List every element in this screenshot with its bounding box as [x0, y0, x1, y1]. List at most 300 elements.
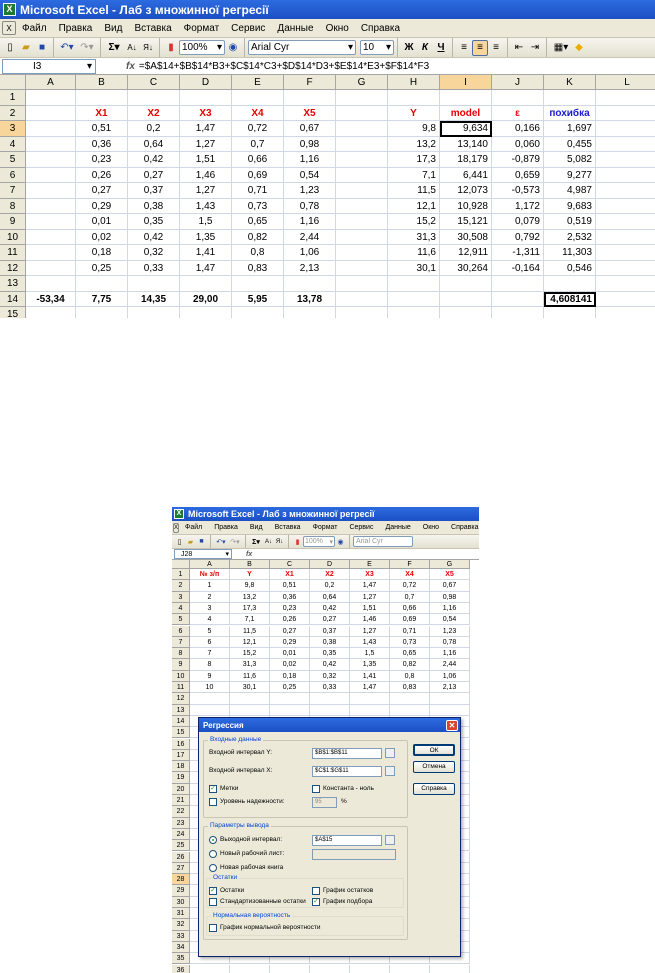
formula-input[interactable]: =$A$14+$B$14*B3+$C$14*C3+$D$14*D3+$E$14*E3+$F$14*F3 [138, 60, 430, 72]
font-size-select[interactable] [360, 40, 394, 55]
column-title-cell[interactable]: X5 [430, 569, 470, 580]
data-cell[interactable]: 0,42 [128, 230, 180, 246]
cell[interactable] [310, 705, 350, 716]
open-icon[interactable]: ▰ [22, 42, 30, 53]
data-cell[interactable]: 13,2 [230, 592, 270, 603]
data-cell[interactable]: 10 [190, 682, 230, 693]
name-box[interactable] [2, 59, 96, 74]
data-cell[interactable]: 0,27 [270, 626, 310, 637]
cell[interactable] [336, 214, 388, 230]
data-cell[interactable]: 0,64 [128, 137, 180, 153]
data-cell[interactable]: 1,27 [350, 592, 390, 603]
cell[interactable] [440, 276, 492, 292]
cell[interactable] [190, 693, 230, 704]
row-header[interactable]: 27 [172, 863, 190, 874]
cell[interactable] [310, 965, 350, 973]
data-cell[interactable]: 1,46 [180, 168, 232, 184]
data-cell[interactable]: 0,33 [128, 261, 180, 277]
font-select[interactable] [248, 40, 356, 55]
data-cell[interactable]: 1,43 [180, 199, 232, 215]
row-header[interactable]: 22 [172, 806, 190, 817]
row-header[interactable]: 28 [172, 874, 190, 885]
data-cell[interactable]: 1,47 [180, 261, 232, 277]
data-cell[interactable]: -0,573 [492, 183, 544, 199]
cell[interactable] [76, 90, 128, 106]
function-icon[interactable]: fx [246, 550, 253, 558]
column-header[interactable]: F [284, 75, 336, 90]
data-cell[interactable]: 1,23 [430, 626, 470, 637]
row-header[interactable]: 33 [172, 931, 190, 942]
data-cell[interactable]: 1,47 [350, 580, 390, 591]
row-header[interactable]: 4 [0, 137, 26, 153]
data-cell[interactable]: 9,683 [544, 199, 596, 215]
data-cell[interactable]: 0,98 [284, 137, 336, 153]
data-cell[interactable]: 0,42 [310, 659, 350, 670]
row-header[interactable]: 13 [0, 276, 26, 292]
row-header[interactable]: 10 [172, 671, 190, 682]
column-title-cell[interactable]: № з/п [190, 569, 230, 580]
select-all-corner[interactable] [172, 560, 190, 569]
data-cell[interactable]: 1,47 [350, 682, 390, 693]
data-cell[interactable]: 1,27 [180, 137, 232, 153]
coefficient-cell[interactable]: 5,95 [232, 292, 284, 308]
data-cell[interactable]: 0,38 [128, 199, 180, 215]
data-cell[interactable]: 5 [190, 626, 230, 637]
ok-button[interactable]: ОК [413, 744, 455, 756]
data-cell[interactable]: 1,27 [350, 626, 390, 637]
new-icon[interactable]: ▯ [177, 538, 182, 546]
cell[interactable] [596, 199, 655, 215]
data-cell[interactable]: 12,911 [440, 245, 492, 261]
data-cell[interactable]: 1,697 [544, 121, 596, 137]
data-cell[interactable]: 0,73 [232, 199, 284, 215]
row-header[interactable]: 6 [0, 168, 26, 184]
cell[interactable] [26, 137, 76, 153]
data-cell[interactable]: 7,1 [230, 614, 270, 625]
data-cell[interactable]: 9 [190, 671, 230, 682]
row-header[interactable]: 5 [172, 614, 190, 625]
row-header[interactable]: 34 [172, 942, 190, 953]
undo-icon[interactable]: ↶▾ [216, 538, 226, 546]
data-cell[interactable]: 0,65 [390, 648, 430, 659]
cell[interactable] [350, 693, 390, 704]
data-cell[interactable]: 2,13 [430, 682, 470, 693]
cell[interactable] [440, 307, 492, 318]
align-right-icon[interactable]: ≡ [493, 42, 499, 53]
data-cell[interactable]: 30,264 [440, 261, 492, 277]
menu-item[interactable]: Вид [104, 22, 123, 34]
cell[interactable] [336, 106, 388, 122]
data-cell[interactable]: 0,01 [76, 214, 128, 230]
cell[interactable] [284, 307, 336, 318]
close-icon[interactable]: ✕ [446, 720, 458, 731]
data-cell[interactable]: 0,54 [284, 168, 336, 184]
redo-icon[interactable]: ↷▾ [230, 538, 240, 546]
data-cell[interactable]: 0,51 [270, 580, 310, 591]
data-cell[interactable]: 1,27 [180, 183, 232, 199]
column-header[interactable]: K [544, 75, 596, 90]
data-cell[interactable]: 0,7 [390, 592, 430, 603]
data-cell[interactable]: 0,166 [492, 121, 544, 137]
row-header[interactable]: 2 [0, 106, 26, 122]
row-header[interactable]: 5 [0, 152, 26, 168]
std-residuals-checkbox[interactable] [209, 898, 217, 906]
data-cell[interactable]: 12,1 [388, 199, 440, 215]
row-header[interactable]: 21 [172, 795, 190, 806]
data-cell[interactable]: 31,3 [230, 659, 270, 670]
column-header[interactable]: H [388, 75, 440, 90]
cell[interactable] [350, 705, 390, 716]
data-cell[interactable]: 30,1 [230, 682, 270, 693]
cell[interactable] [492, 90, 544, 106]
data-cell[interactable]: 3 [190, 603, 230, 614]
cell[interactable] [232, 307, 284, 318]
new-icon[interactable]: ▯ [7, 42, 13, 53]
data-cell[interactable]: 1,43 [350, 637, 390, 648]
row-header[interactable]: 4 [172, 603, 190, 614]
data-cell[interactable]: 12,1 [230, 637, 270, 648]
data-cell[interactable]: 1,5 [180, 214, 232, 230]
cell[interactable] [336, 168, 388, 184]
column-header[interactable]: J [492, 75, 544, 90]
data-cell[interactable]: 0,01 [270, 648, 310, 659]
column-title-cell[interactable]: X3 [350, 569, 390, 580]
cell[interactable] [26, 276, 76, 292]
row-header[interactable]: 7 [0, 183, 26, 199]
data-cell[interactable]: 0,65 [232, 214, 284, 230]
data-cell[interactable]: 1,172 [492, 199, 544, 215]
row-header[interactable]: 12 [0, 261, 26, 277]
row-header[interactable]: 18 [172, 761, 190, 772]
row-header[interactable]: 13 [172, 705, 190, 716]
help-icon[interactable]: ◉ [337, 538, 344, 546]
labels-checkbox[interactable]: ✓ [210, 785, 216, 792]
row-header[interactable]: 17 [172, 750, 190, 761]
function-icon[interactable]: fx [126, 60, 135, 72]
data-cell[interactable]: 0,72 [232, 121, 284, 137]
data-cell[interactable]: 0,66 [390, 603, 430, 614]
menu-item[interactable]: Вставка [134, 22, 172, 34]
data-cell[interactable]: 0,82 [390, 659, 430, 670]
fit-plot-checkbox[interactable]: ✓ [313, 898, 319, 905]
data-cell[interactable]: 0,71 [232, 183, 284, 199]
cell[interactable] [430, 965, 470, 973]
data-cell[interactable]: 1,16 [430, 648, 470, 659]
column-title-cell[interactable]: X2 [310, 569, 350, 580]
row-header[interactable]: 9 [0, 214, 26, 230]
cell[interactable] [544, 276, 596, 292]
data-cell[interactable]: 0,8 [232, 245, 284, 261]
const-zero-checkbox[interactable] [312, 785, 320, 793]
column-header[interactable]: E [350, 560, 390, 569]
data-cell[interactable]: 6 [190, 637, 230, 648]
data-cell[interactable]: 31,3 [388, 230, 440, 246]
row-header[interactable]: 32 [172, 919, 190, 930]
data-cell[interactable]: 0,29 [270, 637, 310, 648]
column-title-cell[interactable]: X1 [76, 106, 128, 122]
data-cell[interactable]: 30,1 [388, 261, 440, 277]
cell[interactable] [544, 90, 596, 106]
data-cell[interactable]: 0,32 [128, 245, 180, 261]
cell[interactable] [336, 152, 388, 168]
column-title-cell[interactable]: model [440, 106, 492, 122]
cell[interactable] [492, 276, 544, 292]
row-header[interactable]: 26 [172, 852, 190, 863]
cell[interactable] [596, 121, 655, 137]
data-cell[interactable]: 0,27 [310, 614, 350, 625]
menu-item[interactable]: Файл [22, 22, 47, 34]
new-book-radio[interactable] [209, 864, 217, 872]
cell[interactable] [440, 90, 492, 106]
data-cell[interactable]: 17,3 [230, 603, 270, 614]
data-cell[interactable]: 0,659 [492, 168, 544, 184]
align-center-icon[interactable]: ≡ [472, 40, 488, 56]
data-cell[interactable]: 1,06 [284, 245, 336, 261]
data-cell[interactable]: 0,27 [76, 183, 128, 199]
cell[interactable] [310, 693, 350, 704]
cell[interactable] [76, 276, 128, 292]
column-header[interactable]: L [596, 75, 655, 90]
data-cell[interactable]: 7 [190, 648, 230, 659]
data-cell[interactable]: 2,44 [284, 230, 336, 246]
cell[interactable] [128, 307, 180, 318]
column-title-cell[interactable]: похибка [544, 106, 596, 122]
data-cell[interactable]: 1,23 [284, 183, 336, 199]
cell[interactable] [544, 307, 596, 318]
chart-icon[interactable]: ▮ [168, 42, 174, 53]
new-sheet-radio[interactable] [209, 850, 217, 858]
data-cell[interactable]: 12,073 [440, 183, 492, 199]
data-cell[interactable]: 0,25 [76, 261, 128, 277]
row-header[interactable]: 36 [172, 965, 190, 973]
cell[interactable] [390, 693, 430, 704]
cell[interactable] [230, 965, 270, 973]
cell[interactable] [336, 292, 388, 308]
data-cell[interactable]: 2 [190, 592, 230, 603]
data-cell[interactable]: 0,02 [270, 659, 310, 670]
data-cell[interactable]: 0,33 [310, 682, 350, 693]
cell[interactable] [596, 183, 655, 199]
data-cell[interactable]: 0,54 [430, 614, 470, 625]
data-cell[interactable]: 0,29 [76, 199, 128, 215]
normal-plot-checkbox[interactable] [209, 924, 217, 932]
data-cell[interactable]: 2,13 [284, 261, 336, 277]
column-title-cell[interactable]: X4 [390, 569, 430, 580]
data-cell[interactable]: 0,36 [270, 592, 310, 603]
undo-icon[interactable]: ↶▾ [60, 42, 74, 53]
total-error-cell[interactable]: 4,608141 [544, 292, 596, 308]
cell[interactable] [596, 245, 655, 261]
data-cell[interactable]: 0,42 [310, 603, 350, 614]
cell[interactable] [440, 292, 492, 308]
cell[interactable] [388, 307, 440, 318]
data-cell[interactable]: 0,079 [492, 214, 544, 230]
data-cell[interactable]: 9,8 [388, 121, 440, 137]
data-cell[interactable]: 1,46 [350, 614, 390, 625]
row-header[interactable]: 25 [172, 840, 190, 851]
menu-item[interactable]: Правка [214, 524, 238, 531]
cell[interactable] [26, 214, 76, 230]
data-cell[interactable]: 1,51 [350, 603, 390, 614]
data-cell[interactable]: 15,2 [388, 214, 440, 230]
data-cell[interactable]: 15,121 [440, 214, 492, 230]
cell[interactable] [230, 693, 270, 704]
data-cell[interactable]: 11,6 [388, 245, 440, 261]
data-cell[interactable]: 0,38 [310, 637, 350, 648]
data-cell[interactable]: 0,26 [76, 168, 128, 184]
data-cell[interactable]: 0,73 [390, 637, 430, 648]
row-header[interactable]: 31 [172, 908, 190, 919]
cell[interactable] [128, 276, 180, 292]
cell[interactable] [388, 276, 440, 292]
data-cell[interactable]: 8 [190, 659, 230, 670]
data-cell[interactable]: 1 [190, 580, 230, 591]
cell[interactable] [390, 705, 430, 716]
cell[interactable] [492, 307, 544, 318]
data-cell[interactable]: 13,2 [388, 137, 440, 153]
data-cell[interactable]: 2,532 [544, 230, 596, 246]
data-cell[interactable]: 11,5 [230, 626, 270, 637]
column-title-cell[interactable]: Y [230, 569, 270, 580]
menu-item[interactable]: Правка [58, 22, 93, 34]
italic-button[interactable]: К [421, 42, 429, 53]
cell[interactable] [596, 261, 655, 277]
chart-icon[interactable]: ▮ [295, 538, 300, 546]
residual-plot-checkbox[interactable] [312, 887, 320, 895]
column-title-cell[interactable]: X5 [284, 106, 336, 122]
data-cell[interactable]: 18,179 [440, 152, 492, 168]
cell[interactable] [26, 106, 76, 122]
column-title-cell[interactable]: X1 [270, 569, 310, 580]
data-cell[interactable]: 0,27 [128, 168, 180, 184]
cell[interactable] [596, 307, 655, 318]
menu-item[interactable]: Данные [277, 22, 314, 34]
data-cell[interactable]: 0,519 [544, 214, 596, 230]
x-range-input[interactable]: $C$1:$G$11 [312, 766, 382, 777]
sort-desc-icon[interactable]: Я↓ [143, 43, 153, 52]
menu-item[interactable]: Данные [385, 524, 411, 531]
column-header[interactable]: I [440, 75, 492, 90]
cell[interactable] [336, 183, 388, 199]
row-header[interactable]: 35 [172, 953, 190, 964]
data-cell[interactable]: 1,16 [284, 152, 336, 168]
column-header[interactable]: B [76, 75, 128, 90]
data-cell[interactable]: 13,140 [440, 137, 492, 153]
data-cell[interactable]: 0,23 [76, 152, 128, 168]
data-cell[interactable]: 0,66 [232, 152, 284, 168]
row-header[interactable]: 11 [0, 245, 26, 261]
cell[interactable] [492, 292, 544, 308]
autosum-icon[interactable]: Σ▾ [108, 42, 120, 53]
cell[interactable] [430, 693, 470, 704]
confidence-checkbox[interactable] [209, 798, 217, 806]
coefficient-cell[interactable]: 14,35 [128, 292, 180, 308]
column-header[interactable]: C [270, 560, 310, 569]
data-cell[interactable]: 1,16 [284, 214, 336, 230]
data-cell[interactable]: 0,78 [284, 199, 336, 215]
column-title-cell[interactable]: X2 [128, 106, 180, 122]
data-cell[interactable]: 0,37 [128, 183, 180, 199]
data-cell[interactable]: 0,2 [310, 580, 350, 591]
data-cell[interactable]: 0,35 [310, 648, 350, 659]
cell[interactable] [180, 307, 232, 318]
row-header[interactable]: 9 [172, 659, 190, 670]
cell[interactable] [230, 705, 270, 716]
column-header[interactable]: G [336, 75, 388, 90]
row-header[interactable]: 15 [0, 307, 26, 318]
residuals-checkbox[interactable]: ✓ [210, 887, 216, 894]
zoom-select[interactable] [303, 536, 335, 547]
data-cell[interactable]: 0,67 [430, 580, 470, 591]
name-box[interactable] [174, 549, 232, 559]
data-cell[interactable]: 9,8 [230, 580, 270, 591]
row-header[interactable]: 15 [172, 727, 190, 738]
output-range-radio[interactable] [209, 836, 217, 844]
menu-item[interactable]: Формат [312, 524, 338, 531]
column-header[interactable]: E [232, 75, 284, 90]
data-cell[interactable]: 0,35 [128, 214, 180, 230]
data-cell[interactable]: 1,06 [430, 671, 470, 682]
cell[interactable] [270, 965, 310, 973]
data-cell[interactable]: 0,25 [270, 682, 310, 693]
confidence-input[interactable]: 95 [312, 797, 337, 808]
row-header[interactable]: 23 [172, 818, 190, 829]
row-header[interactable]: 11 [172, 682, 190, 693]
cell[interactable] [26, 199, 76, 215]
data-cell[interactable]: 1,5 [350, 648, 390, 659]
data-cell[interactable]: 0,72 [390, 580, 430, 591]
data-cell[interactable]: 11,6 [230, 671, 270, 682]
x-range-picker-icon[interactable] [385, 766, 395, 776]
data-cell[interactable]: 5,082 [544, 152, 596, 168]
help-icon[interactable]: ◉ [228, 42, 238, 53]
y-range-picker-icon[interactable] [385, 748, 395, 758]
cell[interactable] [232, 90, 284, 106]
align-left-icon[interactable]: ≡ [461, 42, 467, 53]
data-cell[interactable]: 0,7 [232, 137, 284, 153]
cell[interactable] [180, 276, 232, 292]
row-header[interactable]: 3 [0, 121, 26, 137]
coefficient-cell[interactable]: 7,75 [76, 292, 128, 308]
data-cell[interactable]: 0,78 [430, 637, 470, 648]
menu-item[interactable]: Вставка [274, 524, 301, 531]
data-cell[interactable]: 0,26 [270, 614, 310, 625]
cell[interactable] [596, 90, 655, 106]
column-title-cell[interactable]: ε [492, 106, 544, 122]
data-cell[interactable]: 0,36 [76, 137, 128, 153]
column-header[interactable]: D [310, 560, 350, 569]
save-icon[interactable]: ■ [199, 538, 204, 545]
data-cell[interactable]: 11,303 [544, 245, 596, 261]
data-cell[interactable]: 6,441 [440, 168, 492, 184]
menu-item[interactable]: Формат [183, 22, 220, 34]
data-cell[interactable]: -1,311 [492, 245, 544, 261]
row-header[interactable]: 8 [0, 199, 26, 215]
cell[interactable] [336, 90, 388, 106]
borders-icon[interactable]: ▦▾ [553, 42, 569, 53]
coefficient-cell[interactable]: 29,00 [180, 292, 232, 308]
help-button[interactable]: Справка [413, 783, 455, 795]
data-cell[interactable]: 0,82 [232, 230, 284, 246]
new-sheet-input[interactable] [312, 849, 396, 860]
cell[interactable] [336, 276, 388, 292]
data-cell[interactable]: 0,2 [128, 121, 180, 137]
output-range-input[interactable]: $A$15 [312, 835, 382, 846]
cell[interactable] [596, 137, 655, 153]
data-cell[interactable]: 0,455 [544, 137, 596, 153]
data-cell[interactable]: 0,51 [76, 121, 128, 137]
cell[interactable] [26, 261, 76, 277]
